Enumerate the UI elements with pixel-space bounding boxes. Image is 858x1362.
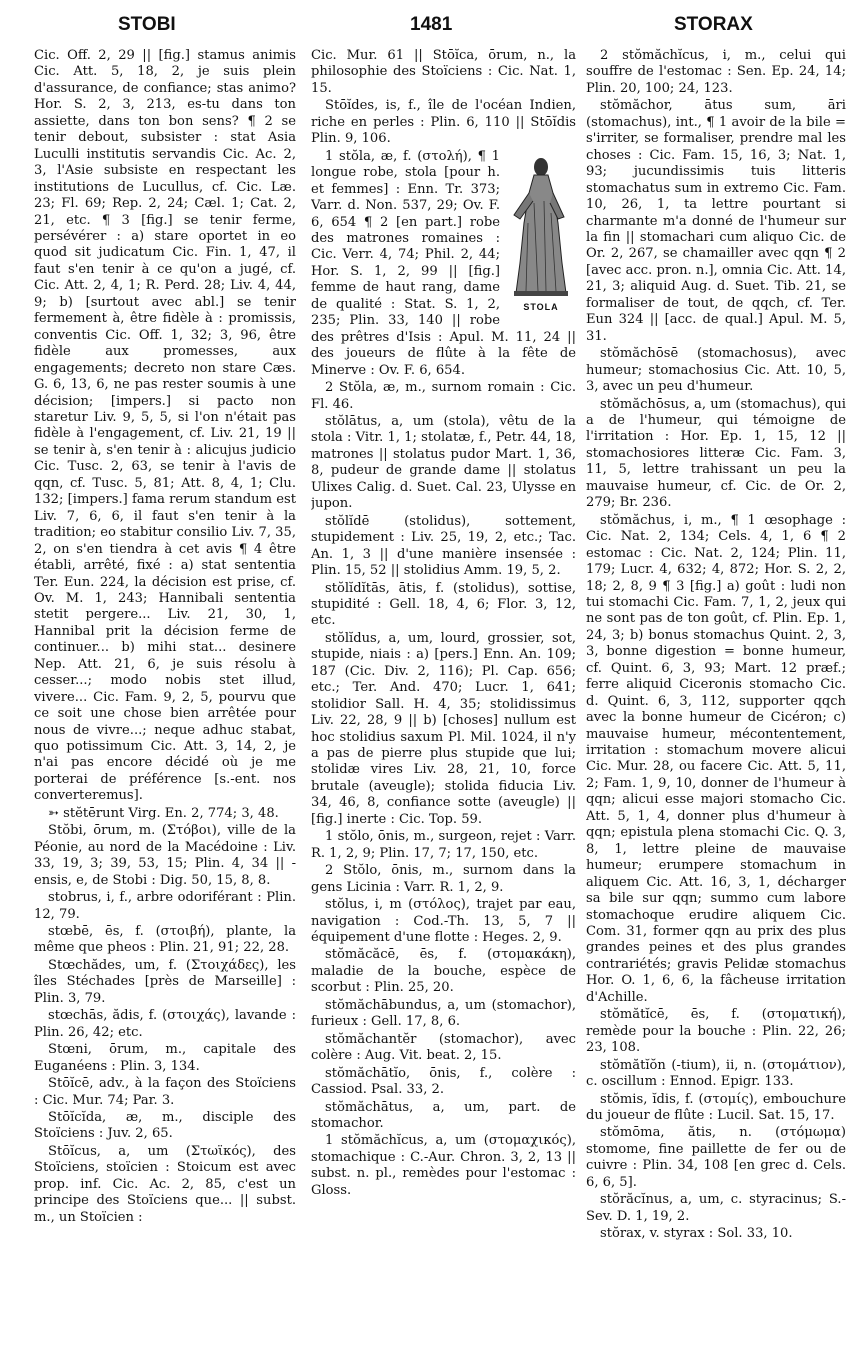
stola-illustration: [506, 153, 576, 313]
dictionary-entry: Stōĭcus, a, um (Στωϊκός), des Stoïciens, stoïcien : Stoicum est avec prop. inf. Cic. Ac. 2, 85, c'est un principe des Stoïciens que... || subst. m., un Stoïcien :: [34, 1143, 296, 1225]
dictionary-entry: Stœchădes, um, f. (Στοιχάδες), les îles Stéchades [près de Marseille] : Plin. 3, 79.: [34, 957, 296, 1006]
dictionary-entry: stŏrax, v. styrax : Sol. 33, 10.: [600, 1226, 793, 1242]
dictionary-entry: 1 stŏmăchĭcus, a, um (στομαχικός), stomachique : C.-Aur. Chron. 3, 2, 13 || subst. n. pl., remèdes pour l'estomac : Gloss.: [311, 1133, 576, 1198]
dictionary-entry: stŏrăcĭnus, a, um, c. styracinus; S.-Sev. D. 1, 19, 2.: [586, 1192, 846, 1224]
dictionary-entry: stŏmăchābundus, a, um (stomachor), furieux : Gell. 17, 8, 6.: [311, 997, 576, 1030]
dictionary-entry: stŏlĭdus, a, um, lourd, grossier, sot, stupide, niais : a) [pers.] Enn. An. 109; 187 (Cic. Div. 2, 116); Pl. Cap. 656; etc.; Ter. And. 470; Lucr. 1, 641; stolidior Sall. H. 4, 35; stolidissimus Liv. 22, 28, 9 || b) [choses] nullum est hoc stolidius saxum Pl. Mil. 1024, il n'y a pas de pierre plus stupide que lui; stolidæ vires Liv. 28, 21, 10, force brutale (aveugle); stolida fiducia Liv. 34, 46, 8, confiance sotte (aveugle) || [fig.] inerte : Cic. Top. 59.: [311, 630, 576, 827]
dictionary-entry: 2 stŏmăchĭcus, i, m., celui qui souffre de l'estomac : Sen. Ep. 24, 14; Plin. 20, 100; 24, 123.: [586, 48, 846, 96]
dictionary-entry: stobrus, i, f., arbre odoriférant : Plin. 12, 79.: [34, 890, 296, 922]
dictionary-entry: stŏmăcăcē, ēs, f. (στομακάκη), maladie de la bouche, espèce de scorbut : Plin. 25, 20.: [311, 947, 576, 996]
dictionary-entry: Stōĭcē, adv., à la façon des Stoïciens : Cic. Mur. 74; Par. 3.: [34, 1076, 296, 1108]
dictionary-entry: Stŏbi, ōrum, m. (Στόβοι), ville de la Péonie, au nord de la Macédoine : Liv. 33, 19, 3; 39, 53, 15; Plin. 4, 34 || -ensis, e, de Stobi : Dig. 50, 15, 8, 8.: [34, 823, 296, 888]
dictionary-entry: 2 Stŏla, æ, m., surnom romain : Cic. Fl. 46.: [311, 380, 576, 412]
dictionary-entry: Stōĭdes, is, f., île de l'océan Indien, riche en perles : Plin. 6, 110 || Stōĭdis Plin. 9, 106.: [311, 98, 576, 147]
dictionary-entry: stŏlus, i, m (στόλος), trajet par eau, navigation : Cod.-Th. 13, 5, 7 || équipement d'une flotte : Heges. 2, 9.: [311, 897, 576, 946]
dictionary-entry: stŏlĭdĭtās, ātis, f. (stolidus), sottise, stupidité : Gell. 18, 4, 6; Flor. 3, 12, etc.: [311, 580, 576, 629]
dictionary-entry: stœchās, ădis, f. (στοιχάς), lavande : Plin. 26, 42; etc.: [34, 1008, 296, 1040]
dictionary-entry: stœbē, ēs, f. (στοιβή), plante, la même que pheos : Plin. 21, 91; 22, 28.: [34, 924, 296, 956]
dictionary-entry: stŏmătĭŏn (-tium), ii, n. (στομάτιον), c. oscillum : Ennod. Epigr. 133.: [586, 1057, 846, 1090]
figure-caption: STOLA: [523, 301, 559, 312]
dictionary-entry: stŏlātus, a, um (stola), vêtu de la stola : Vitr. 1, 1; stolatæ, f., Petr. 44, 18, matrones || stolatus pudor Mart. 1, 36, 8, pudeur de grande dame || stolatus Ulixes Calig. d. Suet. Cal. 23, Ulysse en jupon.: [311, 413, 576, 512]
dictionary-entry: 2 Stŏlo, ōnis, m., surnom dans la gens Licinia : Varr. R. 1, 2, 9.: [311, 863, 576, 895]
dictionary-entry: stŏmăchātus, a, um, part. de stomachor.: [311, 1099, 576, 1131]
dictionary-entry: stŏmăchōsus, a, um (stomachus), qui a de l'humeur, qui témoigne de l'irritation : Hor. Ep. 1, 15, 12 || stomachosiores litteræ Cic. Fam. 3, 11, 5, lettre trahissant un peu la mauvaise humeur, cf. Cic. de Or. 2, 279; Br. 236.: [586, 396, 846, 511]
column-middle: [311, 48, 576, 1348]
page-number: 1481: [410, 14, 453, 35]
dictionary-entry: stŏmis, ĭdis, f. (στομίς), embouchure du joueur de flûte : Lucil. Sat. 15, 17.: [586, 1091, 846, 1123]
dictionary-entry: ➳ stĕtērunt Virg. En. 2, 774; 3, 48.: [48, 805, 279, 821]
dictionary-entry: stŏmăchōsē (stomachosus), avec humeur; stomachosius Cic. Att. 10, 5, 3, avec un peu d'humeur.: [586, 346, 846, 395]
column-right: [586, 48, 846, 1348]
dictionary-entry: Stœni, ōrum, m., capitale des Euganéens : Plin. 3, 134.: [34, 1042, 296, 1074]
dictionary-entry: stŏmăchantĕr (stomachor), avec colère : Aug. Vit. beat. 2, 15.: [311, 1031, 576, 1064]
column-left: [34, 48, 296, 1348]
running-header: [0, 14, 858, 44]
woman-in-stola-figure: [506, 153, 576, 299]
dictionary-entry: 1 stŏlo, ōnis, m., surgeon, rejet : Varr. R. 1, 2, 9; Plin. 17, 7; 17, 150, etc.: [311, 829, 576, 861]
dictionary-entry: stŏmăchātĭo, ōnis, f., colère : Cassiod. Psal. 33, 2.: [311, 1065, 576, 1098]
header-right-guideword: STORAX: [674, 14, 753, 35]
dictionary-entry: stŏmōma, ătis, n. (στόμωμα) stomome, fine paillette de fer ou de cuivre : Plin. 34, 108 [en grec d. Cels. 6, 6, 5].: [586, 1125, 846, 1190]
header-left-guideword: STOBI: [118, 14, 176, 35]
dictionary-entry: stŏmăchus, i, m., ¶ 1 œsophage : Cic. Nat. 2, 134; Cels. 4, 1, 6 ¶ 2 estomac : Cic. Nat. 2, 124; Plin. 11, 179; Lucr. 4, 632; 4, 872; Hor. S. 2, 2, 18; 2, 8, 9 ¶ 3 [fig.] a) goût : ludi non tui stomachi Cic. Fam. 7, 1, 2, jeux qui ne sont pas de ton goût, cf. Plin. Ep. 1, 24, 3; b) bonus stomachus Quint. 2, 3, 3, bonne digestion = bonne humeur, cf. Quint. 6, 3, 93; Mart. 12 præf.; ferre aliquid Ciceronis stomacho Cic. d. Quint. 6, 3, 112, supporter qqch avec la bonne humeur de Cicéron; c) mauvaise humeur, mécontentement, irritation : stomachum movere alicui Cic. Mur. 28, ou facere Cic. Att. 5, 11, 2; Fam. 1, 9, 10, donner de l'humeur à qqn; alicui esse majori stomacho Cic. Att. 5, 1, 4, donner plus d'humeur à qqn; epistula plena stomachi Cic. Q. 3, 8, 1, lettre pleine de mauvaise humeur; erumpere stomachum in aliquem Cic. Att. 16, 3, 1, décharger sa bile sur qqn; summo cum labore stomachoque erudire aliquem Cic. Com. 31, former qqn au prix des plus grandes peines et des plus grandes contrariétés; gravis Pelidæ stomachus Hor. O. 1, 6, 6, la fâcheuse irritation d'Achille.: [586, 512, 846, 1005]
dictionary-entry: Stōĭcĭda, æ, m., disciple des Stoïciens : Juv. 2, 65.: [34, 1110, 296, 1142]
dictionary-entry: Cic. Off. 2, 29 || [fig.] stamus animis Cic. Att. 5, 18, 2, je suis plein d'assurance, de confiance; stas animo? Hor. S. 2, 3, 213, es-tu dans ton assiette, dans ton bon sens? ¶ 2 se tenir debout, subsister : stat Asia Luculli institutis servandis Cic. Ac. 2, 3, l'Asie subsiste en respectant les institutions de Lucullus, cf. Cic. Læ. 23; Fl. 69; Rep. 2, 24; Cæl. 1; Cat. 2, 21, etc. ¶ 3 [fig.] se tenir ferme, persévérer : a) stare oportet in eo quod sit judicatum Cic. Fin. 1, 47, il faut s'en tenir à ce qu'on a jugé, cf. Cic. Att. 2, 4, 1; R. Perd. 28; Liv. 4, 44, 9; b) [surtout avec abl.] se tenir fermement à, être fidèle à : promissis, conventis Cic. Off. 1, 32; 3, 96, être fidèle aux promesses, aux engagements; decreto non stare Cæs. G. 6, 13, 6, ne pas rester soumis à une décision; [impers.] si pacto non staretur Liv. 9, 5, 5, si l'on n'était pas fidèle à l'engagement, cf. Liv. 21, 19 || se tenir à, s'en tenir à : alicujus judicio Cic. Tusc. 2, 63, se tenir à l'avis de qqn, cf. Tusc. 5, 81; Att. 8, 4, 1; Clu. 132; [impers.] fama rerum standum est Liv. 7, 6, 6, il faut s'en tenir à la tradition; eo stabitur consilio Liv. 7, 35, 2, on s'en tiendra à cet avis ¶ 4 être établi, arrêté, fixé : a) stat sententia Ter. Eun. 224, la décision est prise, cf. Ov. M. 1, 243; Hannibali sententia stetit pergere... Liv. 21, 30, 1, Hannibal prit la décision ferme de continuer... b) mihi stat... desinere Nep. Att. 21, 6, je suis résolu à cesser...; modo nobis stet illud, vivere... Cic. Fam. 9, 2, 5, pourvu que ce soit une chose bien arrêtée pour nous de vivre...; neque adhuc stabat, quo potissimum Cic. Att. 3, 14, 2, je n'ai pas encore décidé où je me porterai de préférence [s.-ent. nos converteremus].: [34, 48, 296, 804]
dictionary-entry: 1 stŏla, æ, f. (στολή), ¶ 1 longue robe, stola [pour h. et femmes] : Enn. Tr. 373; Varr. d. Non. 537, 29; Ov. F. 6, 654 ¶ 2 [en part.] robe des matrones romaines : Cic. Verr. 4, 74; Phil. 2, 44; Hor. S. 1, 2, 99 || [fig.] femme de haut rang, dame de qualité : Stat. S. 1, 2, 235; Plin. 33, 140 || robe des prêtres d'Isis : Apul. M. 11, 24 || des joueurs de flûte à la fête de Minerve : Ov. F. 6, 654.: [311, 148, 576, 378]
dictionary-entry: stŏmătĭcē, ēs, f. (στοματική), remède pour la bouche : Plin. 22, 26; 23, 108.: [586, 1007, 846, 1056]
dictionary-entry: stŏlĭdē (stolidus), sottement, stupidement : Liv. 25, 19, 2, etc.; Tac. An. 1, 3 || d'une manière insensée : Plin. 15, 52 || stolidius Amm. 19, 5, 2.: [311, 513, 576, 579]
dictionary-entry: Cic. Mur. 61 || Stōĭca, ōrum, n., la philosophie des Stoïciens : Cic. Nat. 1, 15.: [311, 48, 576, 96]
dictionary-entry: stŏmăchor, ātus sum, āri (stomachus), int., ¶ 1 avoir de la bile = s'irriter, se formaliser, prendre mal les choses : Cic. Fam. 15, 16, 3; Nat. 1, 93; jucundissimis tuis litteris stomachatus sum in extremo Cic. Fam. 10, 26, 1, ta lettre pourtant si charmante m'a donné de l'humeur sur la fin || stomachari cum aliquo Cic. de Or. 2, 267, se chamailler avec qqn ¶ 2 [avec acc. pron. n.], omnia Cic. Att. 14, 21, 3; aliquid Aug. d. Suet. Tib. 21, se formaliser de tout, de qqch, cf. Ter. Eun 324 || [acc. de qual.] Apul. M. 5, 31.: [586, 98, 846, 344]
